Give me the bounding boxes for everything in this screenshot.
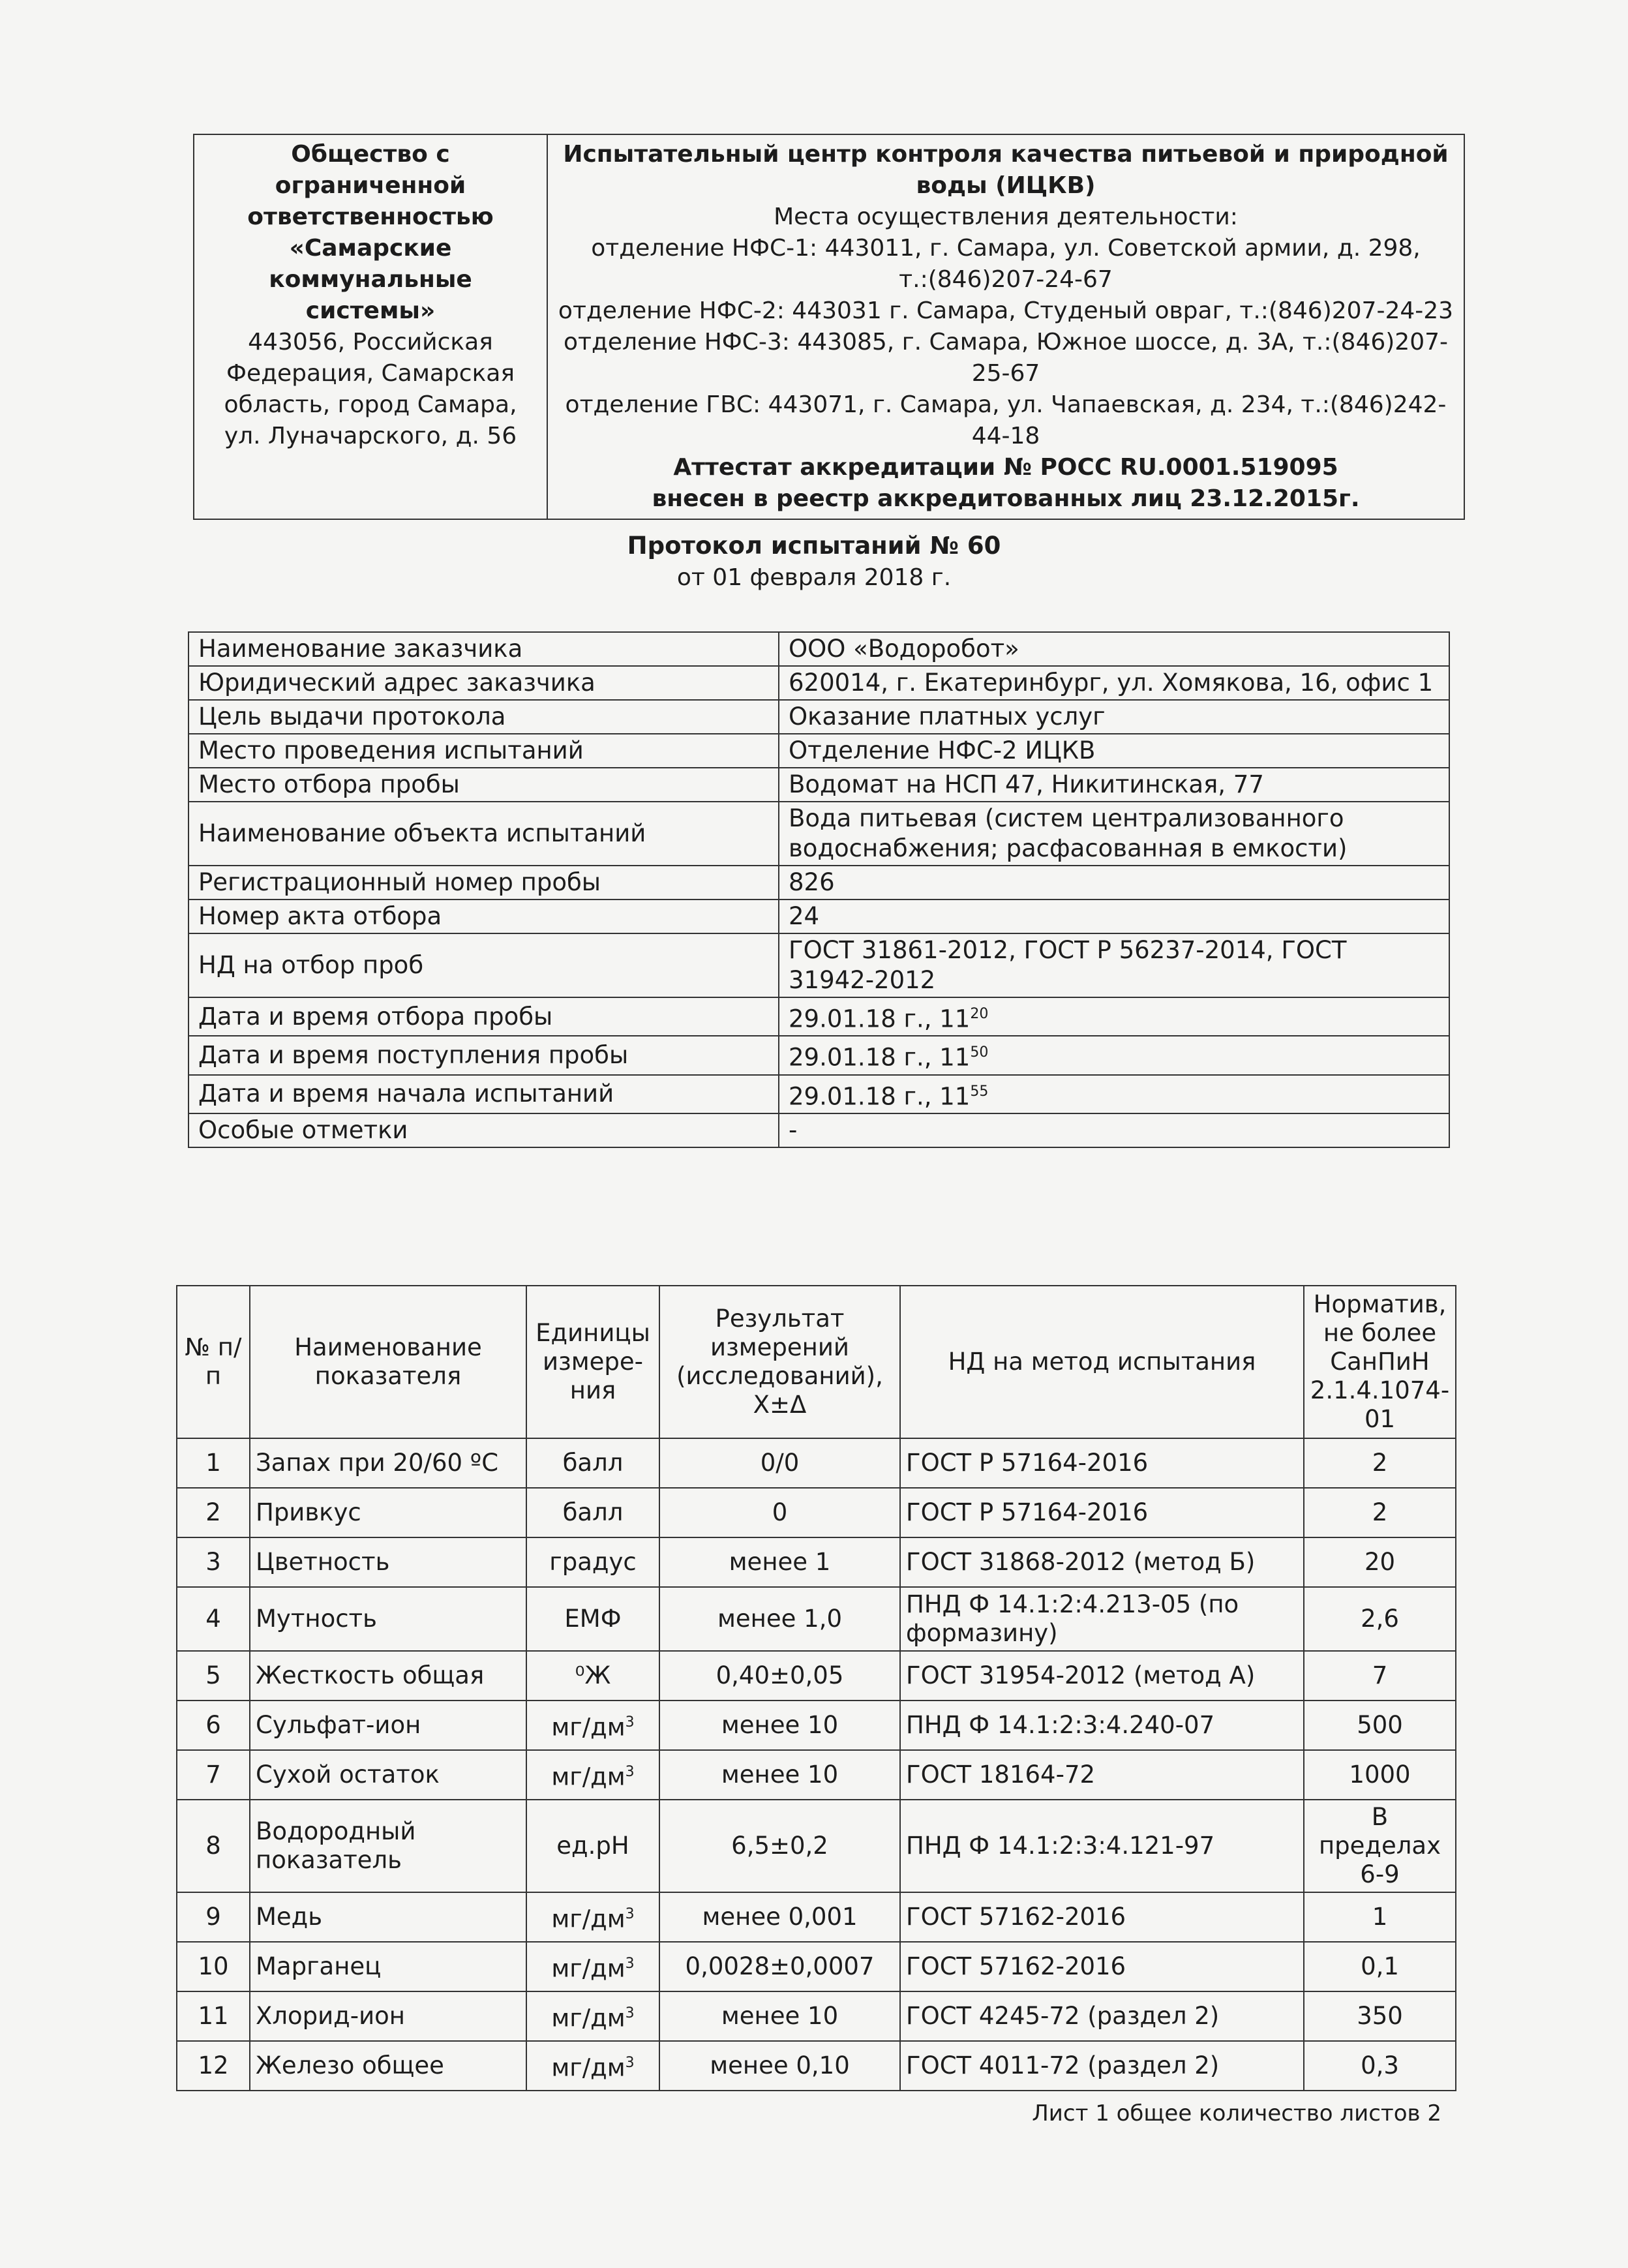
row-num-text: 5	[205, 1661, 221, 1689]
method	[900, 1651, 1304, 1701]
org-address-line: 443056, Российская	[248, 329, 493, 355]
info-value-text: Вода питьевая (систем централизованного водоснабжения; расфасованная в емкости)	[789, 804, 1348, 862]
row-num	[177, 1800, 250, 1892]
method-text: ПНД Ф 14.1:2:3:4.121-97	[906, 1832, 1215, 1860]
indicator-name	[250, 1438, 526, 1488]
method-text: ГОСТ 31954-2012 (метод А)	[906, 1661, 1256, 1689]
result-value-text: менее 10	[721, 1761, 839, 1789]
method	[900, 1488, 1304, 1537]
result-row	[177, 1991, 1456, 2041]
result-value-text: 6,5±0,2	[731, 1832, 828, 1860]
info-row	[188, 700, 1449, 734]
result-value	[659, 2041, 900, 2091]
result-row	[177, 1587, 1456, 1651]
unit	[526, 1942, 659, 1991]
info-row	[188, 1113, 1449, 1147]
result-value	[659, 1942, 900, 1991]
unit	[526, 1651, 659, 1701]
unit-exponent: 3	[625, 1714, 635, 1731]
row-num	[177, 1701, 250, 1750]
method	[900, 1587, 1304, 1651]
info-label: Место отбора пробы	[188, 768, 779, 802]
result-value	[659, 1438, 900, 1488]
row-num	[177, 1942, 250, 1991]
norm-value-text: 2	[1372, 1449, 1388, 1477]
info-label: Дата и время начала испытаний	[188, 1075, 779, 1113]
norm-value	[1304, 1892, 1456, 1942]
unit-text: балл	[562, 1449, 624, 1477]
indicator-name-text: Привкус	[256, 1498, 361, 1526]
method	[900, 1942, 1304, 1991]
lab-branch-line: т.:(846)207-24-67	[899, 266, 1113, 293]
indicator-name-text: Мутность	[256, 1605, 377, 1633]
info-label: Дата и время поступления пробы	[188, 1036, 779, 1074]
norm-value-text: 350	[1357, 2002, 1403, 2030]
header-table	[193, 134, 1465, 520]
info-row	[188, 997, 1449, 1036]
unit-text: мг/дм	[551, 1905, 626, 1933]
unit-text: балл	[562, 1498, 624, 1526]
unit-exponent: 3	[625, 1956, 635, 1973]
row-num-text: 9	[205, 1903, 221, 1931]
row-num	[177, 1750, 250, 1800]
info-value-text: 29.01.18 г., 11	[789, 1081, 971, 1110]
lab-name	[554, 139, 1457, 202]
result-row	[177, 1892, 1456, 1942]
result-value-text: 0	[772, 1498, 788, 1526]
norm-value-text: В пределах 6-9	[1318, 1803, 1441, 1888]
method	[900, 1701, 1304, 1750]
info-value	[779, 933, 1449, 997]
org-address	[201, 327, 540, 452]
norm-value-text: 500	[1357, 1711, 1403, 1739]
norm-value	[1304, 1991, 1456, 2041]
org-name-line: «Самарские	[289, 235, 452, 262]
indicator-name	[250, 1651, 526, 1701]
lab-branch-line: отделение НФС-3: 443085, г. Самара, Южное шоссе, д. 3А, т.:(846)207-25-67	[564, 329, 1448, 387]
org-address-line: область, город Самара,	[224, 391, 517, 418]
norm-value	[1304, 1942, 1456, 1991]
info-value	[779, 1075, 1449, 1113]
info-value-text: -	[789, 1115, 798, 1144]
org-address-line: ул. Луначарского, д. 56	[224, 423, 517, 449]
indicator-name-text: Хлорид-ион	[256, 2002, 405, 2030]
method-text: ПНД Ф 14.1:2:3:4.240-07	[906, 1711, 1215, 1739]
unit-text: мг/дм	[551, 2053, 626, 2082]
info-value-text: 24	[789, 902, 820, 930]
indicator-name	[250, 1537, 526, 1587]
unit	[526, 1488, 659, 1537]
info-value	[779, 768, 1449, 802]
method-text: ГОСТ Р 57164-2016	[906, 1449, 1149, 1477]
norm-value	[1304, 1651, 1456, 1701]
result-row	[177, 1800, 1456, 1892]
info-table	[188, 631, 1450, 1148]
indicator-name-text: Сульфат-ион	[256, 1711, 421, 1739]
time-minutes: 55	[970, 1083, 989, 1100]
row-num-text: 2	[205, 1498, 221, 1526]
info-label: Юридический адрес заказчика	[188, 666, 779, 700]
lab-cell	[547, 134, 1464, 519]
info-label: Дата и время отбора пробы	[188, 997, 779, 1036]
lab-name-line: воды (ИЦКВ)	[916, 172, 1096, 199]
lab-accreditation	[554, 452, 1457, 515]
result-value-text: менее 1	[729, 1548, 831, 1576]
method	[900, 1537, 1304, 1587]
col-header-unit: Единицы измере-ния	[526, 1286, 659, 1438]
method-text: ГОСТ 18164-72	[906, 1761, 1096, 1789]
method-text: ГОСТ 31868-2012 (метод Б)	[906, 1548, 1256, 1576]
indicator-name	[250, 1892, 526, 1942]
info-label: Регистрационный номер пробы	[188, 866, 779, 900]
unit-text: мг/дм	[551, 1713, 626, 1742]
result-value-text: менее 0,10	[710, 2051, 850, 2079]
info-row	[188, 1075, 1449, 1113]
unit-exponent: 3	[625, 1764, 635, 1781]
result-row	[177, 1942, 1456, 1991]
norm-value-text: 1	[1372, 1903, 1388, 1931]
unit	[526, 2041, 659, 2091]
info-value	[779, 1036, 1449, 1074]
lab-branch-line: отделение НФС-1: 443011, г. Самара, ул. Советской армии, д. 298,	[591, 235, 1421, 262]
info-value	[779, 666, 1449, 700]
org-name-line: ответственностью	[247, 204, 494, 230]
indicator-name-text: Жесткость общая	[256, 1661, 485, 1689]
info-value-text: 826	[789, 868, 835, 896]
results-header-row	[177, 1286, 1456, 1438]
result-row	[177, 1651, 1456, 1701]
indicator-name-text: Медь	[256, 1903, 323, 1931]
indicator-name	[250, 1701, 526, 1750]
method-text: ГОСТ 57162-2016	[906, 1952, 1126, 1980]
method-text: ГОСТ 4245-72 (раздел 2)	[906, 2002, 1220, 2030]
info-value-text: ГОСТ 31861-2012, ГОСТ Р 56237-2014, ГОСТ 31942-2012	[789, 936, 1347, 994]
row-num-text: 10	[198, 1952, 229, 1980]
result-value	[659, 1537, 900, 1587]
result-row	[177, 1750, 1456, 1800]
info-value-text: 620014, г. Екатеринбург, ул. Хомякова, 16, офис 1	[789, 669, 1434, 697]
info-label: Номер акта отбора	[188, 900, 779, 933]
unit	[526, 1438, 659, 1488]
result-value	[659, 1651, 900, 1701]
col-header-name: Наименование показателя	[250, 1286, 526, 1438]
indicator-name-text: Железо общее	[256, 2051, 444, 2079]
norm-value-text: 2,6	[1361, 1605, 1399, 1633]
indicator-name	[250, 1750, 526, 1800]
info-value-text: Водомат на НСП 47, Никитинская, 77	[789, 770, 1264, 798]
info-row	[188, 768, 1449, 802]
row-num	[177, 1587, 250, 1651]
indicator-name	[250, 1991, 526, 2041]
result-row	[177, 1488, 1456, 1537]
result-value	[659, 1587, 900, 1651]
info-value-text: Отделение НФС-2 ИЦКВ	[789, 736, 1096, 764]
col-header-result: Результат измерений (исследований), Х±Δ	[659, 1286, 900, 1438]
result-value-text: 0,40±0,05	[716, 1661, 844, 1689]
result-row	[177, 2041, 1456, 2091]
result-value	[659, 1991, 900, 2041]
method-text: ГОСТ 57162-2016	[906, 1903, 1126, 1931]
info-label: Особые отметки	[188, 1113, 779, 1147]
info-label: Наименование заказчика	[188, 632, 779, 666]
unit	[526, 1587, 659, 1651]
indicator-name-text: Марганец	[256, 1952, 382, 1980]
org-name-line: Общество с	[291, 141, 450, 168]
result-value-text: 0/0	[760, 1449, 800, 1477]
lab-accreditation-line: Аттестат аккредитации № РОСС RU.0001.519095	[673, 454, 1338, 481]
org-address-line: Федерация, Самарская	[226, 360, 515, 387]
result-row	[177, 1438, 1456, 1488]
indicator-name	[250, 1587, 526, 1651]
info-label: Место проведения испытаний	[188, 734, 779, 768]
indicator-name-text: Сухой остаток	[256, 1761, 440, 1789]
info-value	[779, 997, 1449, 1036]
info-value-text: 29.01.18 г., 11	[789, 1005, 971, 1033]
info-value	[779, 802, 1449, 866]
method	[900, 1991, 1304, 2041]
row-num	[177, 1488, 250, 1537]
indicator-name	[250, 1488, 526, 1537]
info-value	[779, 1113, 1449, 1147]
info-row	[188, 666, 1449, 700]
info-value-text: Оказание платных услуг	[789, 703, 1106, 731]
indicator-name	[250, 1942, 526, 1991]
lab-places-title: Места осуществления деятельности:	[774, 204, 1238, 230]
info-row	[188, 1036, 1449, 1074]
method	[900, 1438, 1304, 1488]
unit	[526, 1537, 659, 1587]
time-minutes: 50	[970, 1044, 989, 1061]
unit	[526, 1800, 659, 1892]
norm-value	[1304, 1537, 1456, 1587]
result-value-text: менее 1,0	[717, 1605, 842, 1633]
result-row	[177, 1537, 1456, 1587]
method-text: ГОСТ 4011-72 (раздел 2)	[906, 2051, 1220, 2079]
method	[900, 1892, 1304, 1942]
row-num-text: 3	[205, 1548, 221, 1576]
info-row	[188, 900, 1449, 933]
row-num	[177, 1438, 250, 1488]
lab-accreditation-line: внесен в реестр аккредитованных лиц 23.12.2015г.	[652, 485, 1360, 512]
row-num	[177, 1991, 250, 2041]
col-header-norm: Норматив, не более СанПиН 2.1.4.1074-01	[1304, 1286, 1456, 1438]
col-header-method: НД на метод испытания	[900, 1286, 1304, 1438]
info-row	[188, 933, 1449, 997]
norm-value	[1304, 1488, 1456, 1537]
page-note: Лист 1 общее количество листов 2	[1032, 2100, 1441, 2126]
result-value	[659, 1701, 900, 1750]
method	[900, 1800, 1304, 1892]
row-num	[177, 1892, 250, 1942]
method-text: ГОСТ Р 57164-2016	[906, 1498, 1149, 1526]
result-value-text: менее 10	[721, 2002, 839, 2030]
unit	[526, 1750, 659, 1800]
norm-value	[1304, 1800, 1456, 1892]
info-row	[188, 866, 1449, 900]
info-value	[779, 632, 1449, 666]
result-value	[659, 1892, 900, 1942]
results-table	[176, 1285, 1456, 2091]
unit-text: ед.рН	[556, 1832, 629, 1860]
unit-text: мг/дм	[551, 1954, 626, 1983]
unit-text: мг/дм	[551, 1762, 626, 1791]
norm-value-text: 0,1	[1361, 1952, 1399, 1980]
method-text: ПНД Ф 14.1:2:4.213-05 (по формазину)	[906, 1590, 1239, 1647]
row-num-text: 12	[198, 2051, 229, 2079]
row-num-text: 6	[205, 1711, 221, 1739]
info-value	[779, 900, 1449, 933]
info-value-text: ООО «Водоробот»	[789, 635, 1019, 663]
info-row	[188, 802, 1449, 866]
indicator-name-text: Запах при 20/60 ºС	[256, 1449, 499, 1477]
info-label: НД на отбор проб	[188, 933, 779, 997]
indicator-name-text: Цветность	[256, 1548, 390, 1576]
result-value-text: менее 0,001	[702, 1903, 858, 1931]
protocol-date: от 01 февраля 2018 г.	[676, 564, 952, 591]
info-row	[188, 734, 1449, 768]
unit-exponent: 3	[625, 2055, 635, 2072]
unit-text: ⁰Ж	[575, 1661, 611, 1689]
unit	[526, 1892, 659, 1942]
result-value	[659, 1750, 900, 1800]
method	[900, 2041, 1304, 2091]
norm-value-text: 20	[1364, 1548, 1396, 1576]
unit-text: ЕМФ	[564, 1605, 622, 1633]
info-value	[779, 700, 1449, 734]
row-num-text: 7	[205, 1761, 221, 1789]
row-num-text: 4	[205, 1605, 221, 1633]
org-name-line: системы»	[305, 297, 436, 324]
unit-exponent: 3	[625, 2005, 635, 2022]
info-row	[188, 632, 1449, 666]
norm-value	[1304, 1750, 1456, 1800]
norm-value-text: 7	[1372, 1661, 1388, 1689]
row-num	[177, 1651, 250, 1701]
indicator-name	[250, 2041, 526, 2091]
org-cell	[194, 134, 547, 519]
unit	[526, 1991, 659, 2041]
unit	[526, 1701, 659, 1750]
org-name	[201, 139, 540, 327]
lab-branch-line: отделение НФС-2: 443031 г. Самара, Студеный овраг, т.:(846)207-24-23	[558, 297, 1454, 324]
info-label: Наименование объекта испытаний	[188, 802, 779, 866]
result-value	[659, 1800, 900, 1892]
row-num	[177, 1537, 250, 1587]
result-row	[177, 1701, 1456, 1750]
unit-exponent: 3	[625, 1906, 635, 1923]
unit-text: мг/дм	[551, 2004, 626, 2033]
norm-value	[1304, 1438, 1456, 1488]
norm-value-text: 1000	[1349, 1761, 1411, 1789]
row-num-text: 11	[198, 2002, 229, 2030]
result-value	[659, 1488, 900, 1537]
norm-value	[1304, 1701, 1456, 1750]
org-name-line: коммунальные	[269, 266, 472, 293]
lab-name-line: Испытательный центр контроля качества питьевой и природной	[563, 141, 1449, 168]
col-header-num: № п/п	[177, 1286, 250, 1438]
result-value-text: 0,0028±0,0007	[685, 1952, 875, 1980]
norm-value-text: 2	[1372, 1498, 1388, 1526]
indicator-name	[250, 1800, 526, 1892]
norm-value	[1304, 1587, 1456, 1651]
method	[900, 1750, 1304, 1800]
time-minutes: 20	[970, 1006, 989, 1022]
indicator-name-text: Водородный показатель	[256, 1817, 416, 1874]
lab-branch-line: отделение ГВС: 443071, г. Самара, ул. Чапаевская, д. 234, т.:(846)242-44-18	[565, 391, 1447, 449]
row-num-text: 8	[205, 1832, 221, 1860]
info-value	[779, 734, 1449, 768]
info-value	[779, 866, 1449, 900]
row-num	[177, 2041, 250, 2091]
org-name-line: ограниченной	[275, 172, 466, 199]
unit-text: градус	[549, 1548, 637, 1576]
norm-value	[1304, 2041, 1456, 2091]
result-value-text: менее 10	[721, 1711, 839, 1739]
protocol-title: Протокол испытаний № 60	[627, 532, 1001, 560]
info-value-text: 29.01.18 г., 11	[789, 1043, 971, 1072]
row-num-text: 1	[205, 1449, 221, 1477]
info-label: Цель выдачи протокола	[188, 700, 779, 734]
norm-value-text: 0,3	[1361, 2051, 1399, 2079]
